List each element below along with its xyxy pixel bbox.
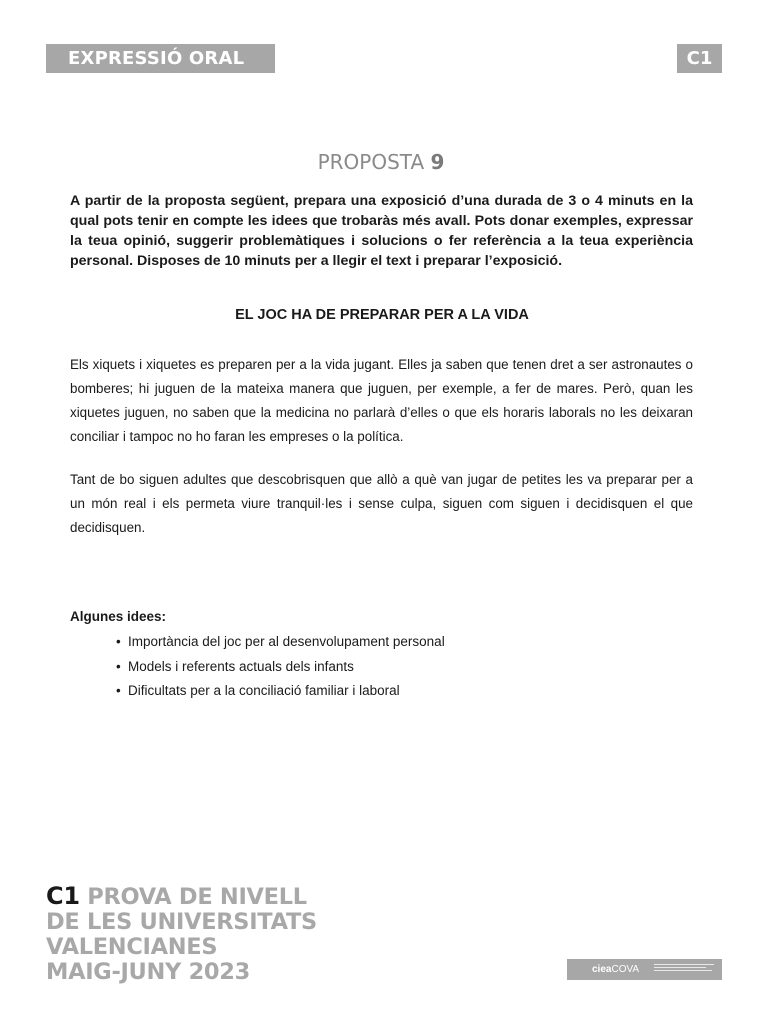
ideas-list (116, 630, 445, 704)
footer-line: DE LES UNIVERSITATS (46, 909, 317, 935)
footer-exam-title (46, 884, 317, 985)
list-item (116, 630, 445, 655)
footer-level: C1 (46, 882, 80, 910)
bullet-icon: • (116, 658, 121, 674)
article-paragraph: Tant de bo siguen adultes que descobrisquen que allò a què van jugar de petites les va preparar per a un món real i els permeta viure tranquil·les i sense culpa, siguen com siguen i decidisquen el que decidisquen. (70, 472, 693, 535)
ciea-cova-logo (567, 959, 722, 980)
footer-line: MAIG-JUNY 2023 (46, 959, 251, 985)
list-item (116, 655, 445, 680)
proposal-number: 9 (430, 150, 445, 174)
article-title: EL JOC HA DE PREPARAR PER A LA VIDA (235, 307, 529, 323)
idea-text: Importància del joc per al desenvolupament personal (128, 634, 445, 649)
footer-line: VALENCIANES (46, 934, 218, 960)
logo-wordmark (592, 963, 639, 976)
section-header: EXPRESSIÓ ORAL (46, 44, 275, 73)
level-badge: C1 (677, 44, 722, 73)
idea-text: Dificultats per a la conciliació familiar i laboral (128, 683, 400, 698)
instructions-text: A partir de la proposta següent, prepara una exposició d’una durada de 3 o 4 minuts en la qual pots tenir en compte les idees que trobaràs més avall. Pots donar exemples, expressar la teua opinió, suggerir problemàtiques i solucions o fer referència a la teua experiència personal. Disposes de 10 minuts per a llegir el text i preparar l’exposició. (70, 193, 693, 269)
logo-part-cova: COVA (611, 964, 640, 975)
proposal-heading (0, 150, 762, 174)
article-paragraph: Els xiquets i xiquetes es preparen per a la vida jugant. Elles ja saben que tenen dret a ser astronautes o bomberes; hi juguen de la mateixa manera que juguen, per exemple, a fer de mares. Però, quan les xiquetes juguen, no saben que la medicina no parlarà d’elles o que els horaris laborals no les deixaran conciliar i tampoc no ho faran les empreses o la política. (70, 357, 693, 444)
bullet-icon: • (116, 683, 121, 698)
idea-text: Models i referents actuals dels infants (128, 658, 354, 674)
logo-fine-print (654, 964, 716, 976)
logo-part-ciea: ciea (592, 964, 612, 975)
proposal-label: PROPOSTA (317, 150, 425, 174)
bullet-icon: • (116, 634, 121, 649)
footer-line: PROVA DE NIVELL (87, 884, 307, 910)
list-item (116, 679, 445, 704)
ideas-title: Algunes idees: (70, 609, 167, 624)
